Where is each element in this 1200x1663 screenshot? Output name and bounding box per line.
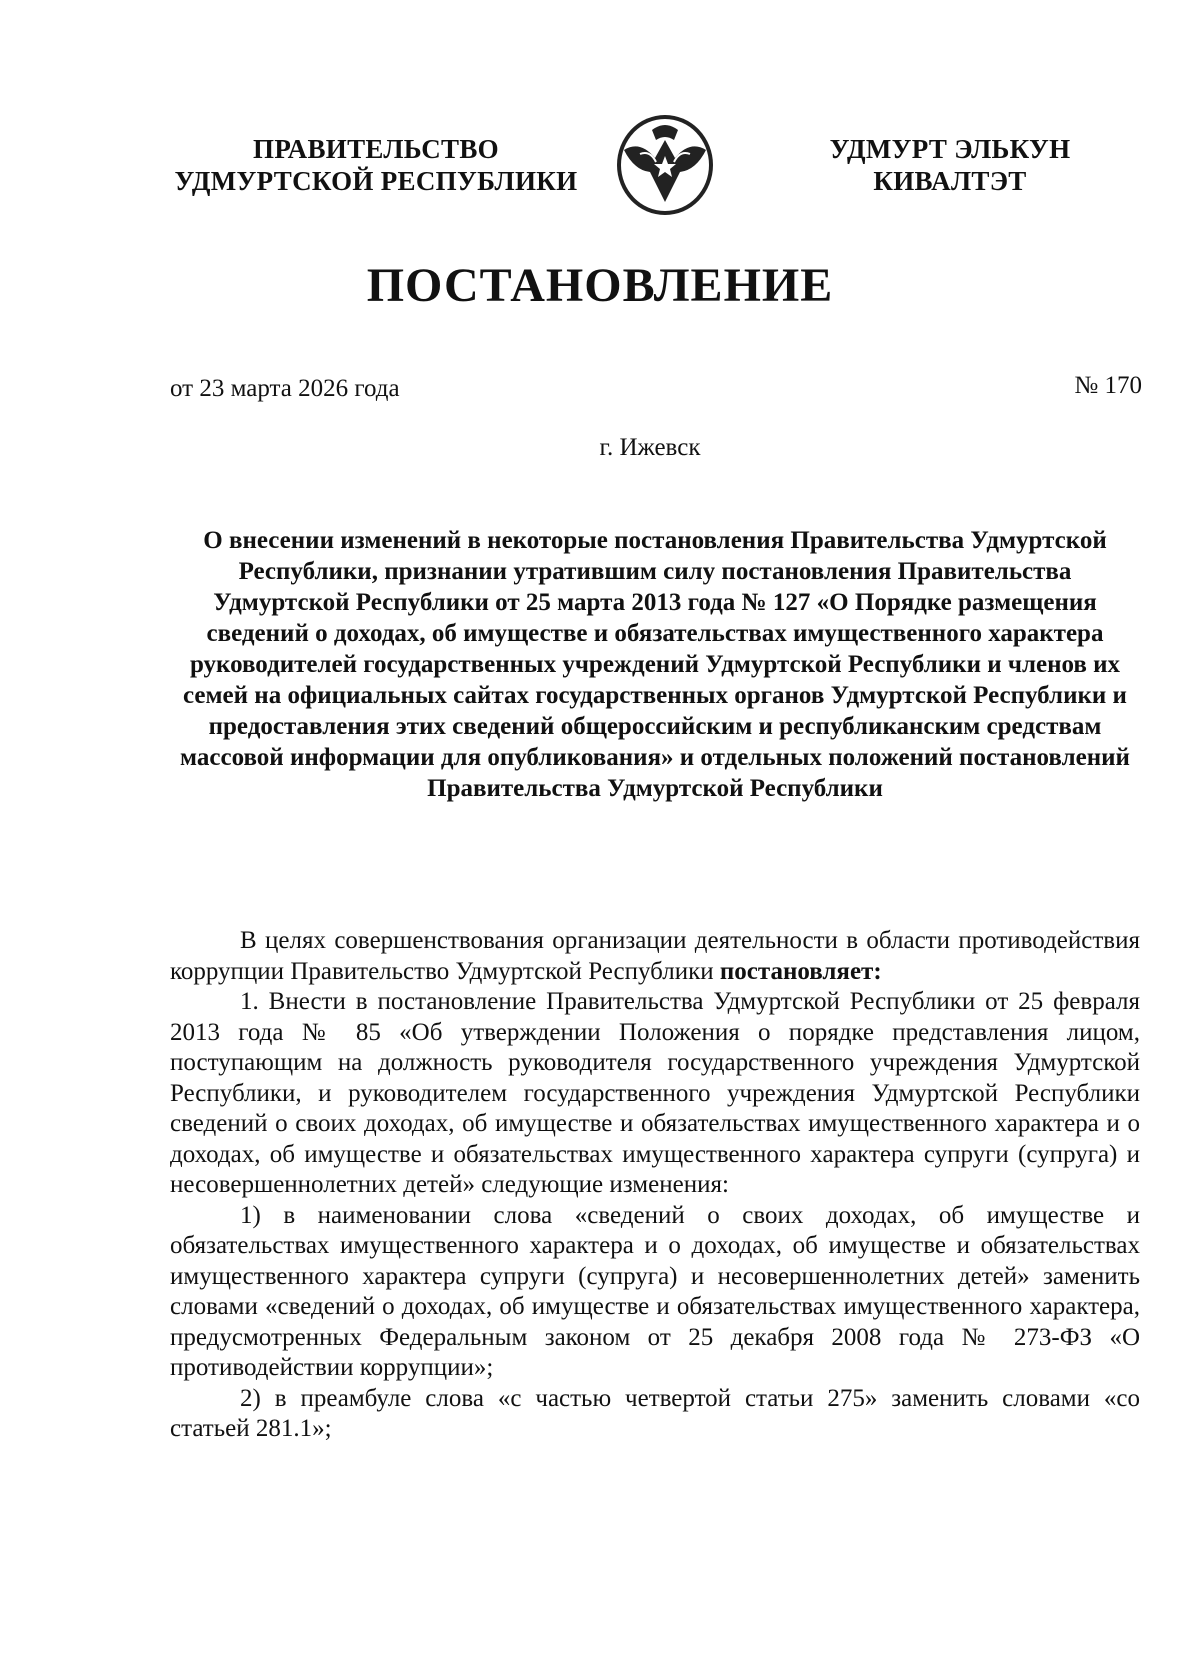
item-1-1-paragraph: 1) в наименовании слова «сведений о своих доходах, об имуществе и обязательствах имущественного характера и о доходах, об имуществе и обязательствах имущественного характера супруги (супруга) и несовершеннолетних детей» заменить словами «сведений о доходах, об имуществе и обязательствах имущественного характера, предусмотренных Федеральным законом от 25 декабря 2008 года № 273-ФЗ «О противодействии коррупции»;	[170, 1201, 1140, 1381]
issuer-line-1: ПРАВИТЕЛЬСТВО	[253, 134, 499, 164]
issuer-udmurt-line-1: УДМУРТ ЭЛЬКУН	[829, 134, 1071, 164]
document-city: г. Ижевск	[599, 434, 701, 461]
document-date: от 23 марта 2026 года	[170, 375, 400, 402]
preamble-text: В целях совершенствования организации деятельности в области противодействия коррупции Правительство Удмуртской Республики	[170, 927, 1140, 985]
issuer-udmurt-line-2: КИВАЛТЭТ	[873, 166, 1027, 196]
document-number: № 170	[1074, 372, 1142, 399]
item-1-paragraph: 1. Внести в постановление Правительства Удмуртской Республики от 25 февраля 2013 года № 85 «Об утверждении Положения о порядке представления лицом, поступающим на должность руководителя государственного учреждения Удмуртской Республики, и руководителем государственного учреждения Удмуртской Республики сведений о своих доходах, об имуществе и обязательствах имущественного характера и о доходах, об имуществе и обязательствах имущественного характера супруги (супруга) и несовершеннолетних детей» следующие изменения:	[170, 988, 1140, 1198]
document-title: О внесении изменений в некоторые постановления Правительства Удмуртской Республики, признании утратившим силу постановления Правительства Удмуртской Республики от 25 марта 2013 года № 127 «О Порядке размещения сведений о доходах, об имуществе и обязательствах имущественного характера руководителей государственных учреждений Удмуртской Республики и членов их семей на официальных сайтах государственных органов Удмуртской Республики и предоставления этих сведений общероссийским и республиканским средствам массовой информации для опубликования» и отдельных положений постановлений Правительства Удмуртской Республики	[180, 527, 1130, 802]
issuer-name-udmurt	[800, 133, 1100, 197]
issuer-line-2: УДМУРТСКОЙ РЕСПУБЛИКИ	[174, 166, 578, 196]
document-body	[170, 926, 1140, 1445]
issuer-name-russian	[160, 133, 592, 197]
preamble-colon: :	[873, 957, 882, 985]
item-1-2-paragraph: 2) в преамбуле слова «с частью четвертой статьи 275» заменить словами «со статьей 281.1»;	[170, 1384, 1140, 1442]
preamble-verb: постановляет	[719, 957, 874, 985]
preamble-paragraph	[170, 926, 1140, 987]
coat-of-arms-icon	[610, 110, 720, 220]
document-type: ПОСТАНОВЛЕНИЕ	[366, 259, 834, 312]
